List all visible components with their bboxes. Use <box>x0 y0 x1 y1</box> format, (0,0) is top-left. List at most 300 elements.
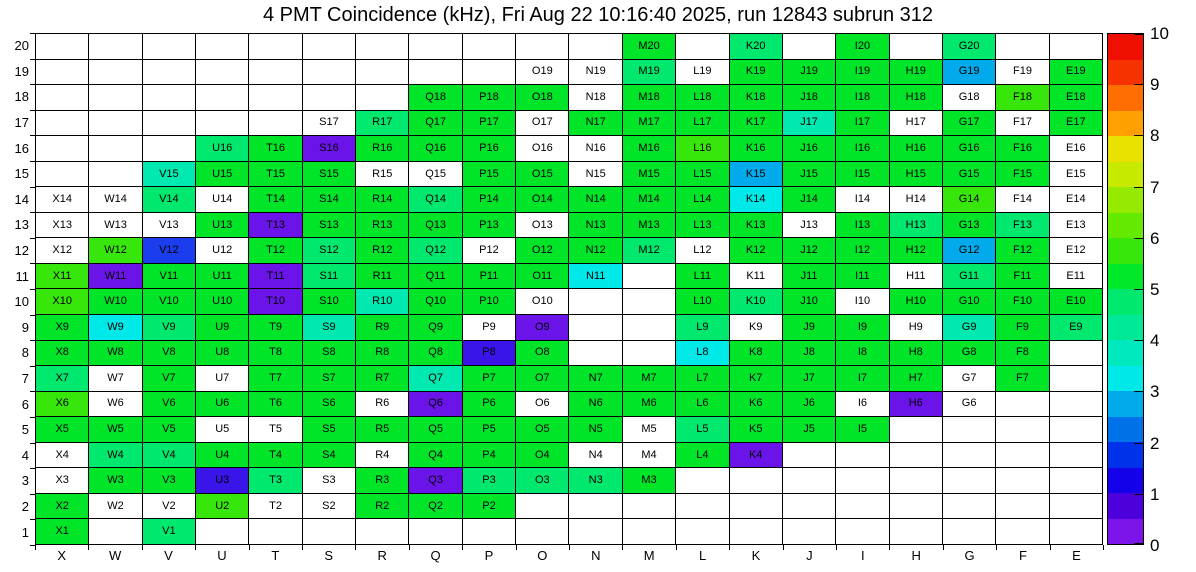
heatmap-cell <box>89 213 141 238</box>
heatmap-cell <box>89 34 141 59</box>
cell-label: N3 <box>588 474 603 487</box>
heatmap-cell <box>569 468 621 493</box>
colorbar-band <box>1108 111 1143 137</box>
cell-label: M12 <box>638 244 660 257</box>
heatmap-cell <box>463 264 515 289</box>
cell-label: J10 <box>800 295 818 308</box>
cell-label: F8 <box>1016 346 1029 359</box>
heatmap-cell <box>143 264 195 289</box>
cell-label: J14 <box>800 193 818 206</box>
cell-label: L13 <box>693 218 712 231</box>
heatmap-cell <box>463 238 515 263</box>
cell-label: L5 <box>696 423 709 436</box>
cell-label: V13 <box>159 218 179 231</box>
heatmap-cell <box>1050 187 1102 212</box>
cell-label: E10 <box>1066 295 1086 308</box>
y-axis-label: 18 <box>14 89 29 105</box>
heatmap-cell <box>890 136 942 161</box>
x-axis-tick <box>889 545 890 550</box>
heatmap-cell <box>463 85 515 110</box>
y-axis-label: 13 <box>14 217 29 233</box>
cell-label: M13 <box>638 218 660 231</box>
cell-label: R12 <box>372 244 393 257</box>
x-axis-tick <box>355 545 356 550</box>
heatmap-cell <box>356 213 408 238</box>
cell-label: F16 <box>1012 141 1032 154</box>
cell-label: R14 <box>372 193 393 206</box>
heatmap-cell <box>943 366 995 391</box>
heatmap-cell <box>943 136 995 161</box>
cell-label: S15 <box>319 167 339 180</box>
heatmap-cell <box>890 392 942 417</box>
x-axis <box>35 548 1103 568</box>
y-axis-label: 1 <box>21 524 29 540</box>
y-axis-label: 9 <box>21 319 29 335</box>
y-axis-tick <box>30 417 35 418</box>
heatmap-cell <box>516 111 568 136</box>
heatmap-cell <box>303 34 355 59</box>
heatmap-cell <box>996 60 1048 85</box>
cell-label: G19 <box>958 65 980 78</box>
heatmap-cell <box>249 315 301 340</box>
heatmap-cell <box>36 187 88 212</box>
y-axis-label: 8 <box>21 345 29 361</box>
cell-label: L16 <box>693 141 712 154</box>
x-axis-label: S <box>324 548 334 563</box>
heatmap-cell <box>516 519 568 544</box>
heatmap-cell <box>36 341 88 366</box>
heatmap-cell <box>783 264 835 289</box>
heatmap-cell <box>623 315 675 340</box>
cell-label: X9 <box>55 320 69 333</box>
colorbar-band <box>1108 519 1143 545</box>
heatmap-cell <box>623 187 675 212</box>
colorbar-band <box>1108 213 1143 239</box>
colorbar-band <box>1108 238 1143 264</box>
y-axis <box>6 33 32 545</box>
y-axis-label: 4 <box>21 447 29 463</box>
heatmap-cell <box>356 238 408 263</box>
y-axis-label: 10 <box>14 294 29 310</box>
cell-label: U4 <box>215 448 230 461</box>
heatmap-cell <box>36 136 88 161</box>
heatmap-cell <box>783 60 835 85</box>
colorbar-tick <box>1134 34 1144 35</box>
heatmap-cell <box>303 136 355 161</box>
heatmap-cell <box>516 264 568 289</box>
heatmap-cell <box>143 417 195 442</box>
heatmap-cell <box>676 468 728 493</box>
cell-label: W5 <box>107 423 124 436</box>
heatmap-cell <box>890 85 942 110</box>
heatmap-cell <box>943 60 995 85</box>
heatmap-cell <box>89 417 141 442</box>
heatmap-cell <box>569 315 621 340</box>
heatmap-cell <box>303 443 355 468</box>
cell-label: F9 <box>1016 320 1029 333</box>
heatmap-cell <box>1050 85 1102 110</box>
heatmap-cell <box>676 264 728 289</box>
heatmap-cell <box>730 238 782 263</box>
heatmap-cell <box>996 366 1048 391</box>
heatmap-cell <box>89 136 141 161</box>
y-axis-label: 16 <box>14 140 29 156</box>
cell-label: N12 <box>585 244 606 257</box>
cell-label: L12 <box>693 244 712 257</box>
heatmap-cell <box>623 238 675 263</box>
cell-label: P3 <box>482 474 496 487</box>
cell-label: M18 <box>638 90 660 103</box>
heatmap-cell <box>143 60 195 85</box>
heatmap-cell <box>89 85 141 110</box>
cell-label: R3 <box>375 474 390 487</box>
heatmap-cell <box>89 366 141 391</box>
heatmap-cell <box>143 85 195 110</box>
cell-label: G10 <box>958 295 980 308</box>
heatmap-cell <box>783 111 835 136</box>
cell-label: Q10 <box>425 295 447 308</box>
cell-label: E13 <box>1066 218 1086 231</box>
cell-label: I11 <box>855 269 870 282</box>
cell-label: N7 <box>588 371 603 384</box>
x-axis-label: W <box>108 548 122 563</box>
cell-label: P14 <box>479 193 499 206</box>
cell-label: H8 <box>908 346 923 359</box>
colorbar-band <box>1108 85 1143 111</box>
cell-label: O14 <box>531 193 553 206</box>
colorbar-tick-label: 0 <box>1150 536 1160 555</box>
cell-label: F14 <box>1012 193 1032 206</box>
heatmap-cell <box>196 162 248 187</box>
heatmap-cell <box>143 341 195 366</box>
heatmap-cell <box>623 213 675 238</box>
x-axis-tick <box>302 545 303 550</box>
x-axis-tick <box>195 545 196 550</box>
heatmap-cell <box>996 162 1048 187</box>
heatmap-cell <box>890 289 942 314</box>
cell-label: H16 <box>905 141 926 154</box>
cell-label: V9 <box>162 320 176 333</box>
cell-label: W11 <box>104 269 127 282</box>
cell-label: F12 <box>1012 244 1032 257</box>
heatmap-cell <box>249 264 301 289</box>
heatmap-cell <box>516 341 568 366</box>
y-axis-tick <box>30 545 35 546</box>
cell-label: V10 <box>159 295 179 308</box>
cell-label: R11 <box>372 269 392 282</box>
y-axis-label: 7 <box>21 371 29 387</box>
colorbar-tick-label: 1 <box>1150 484 1160 504</box>
cell-label: R15 <box>372 167 393 180</box>
heatmap-cell <box>730 366 782 391</box>
heatmap-cell <box>356 85 408 110</box>
heatmap-cell <box>249 238 301 263</box>
cell-label: H11 <box>906 269 926 282</box>
heatmap-cell <box>676 417 728 442</box>
heatmap-cell <box>1050 111 1102 136</box>
heatmap-cell <box>943 85 995 110</box>
cell-label: L14 <box>693 193 712 206</box>
heatmap-cell <box>996 213 1048 238</box>
heatmap-cell <box>356 417 408 442</box>
cell-label: X2 <box>55 499 69 512</box>
cell-label: I19 <box>854 65 871 78</box>
cell-label: G18 <box>958 90 980 103</box>
heatmap-cell <box>836 136 888 161</box>
y-axis-label: 19 <box>14 63 29 79</box>
heatmap-cell <box>356 443 408 468</box>
heatmap-cell <box>143 289 195 314</box>
heatmap-cell <box>409 341 461 366</box>
heatmap-cell <box>303 162 355 187</box>
cell-label: U15 <box>212 167 233 180</box>
cell-label: Q3 <box>428 474 443 487</box>
heatmap-cell <box>783 366 835 391</box>
x-axis-tick <box>1050 545 1051 550</box>
heatmap-cell <box>623 443 675 468</box>
cell-label: S11 <box>319 269 339 282</box>
heatmap-cell <box>836 289 888 314</box>
heatmap-cell <box>676 136 728 161</box>
heatmap-cell <box>943 392 995 417</box>
cell-label: N17 <box>585 116 606 129</box>
heatmap-cell <box>249 162 301 187</box>
cell-label: M16 <box>638 141 660 154</box>
colorbar-tick-label: 7 <box>1150 177 1160 197</box>
heatmap-cell <box>996 289 1048 314</box>
y-axis-tick <box>30 289 35 290</box>
x-axis-label: T <box>271 548 280 563</box>
cell-label: S6 <box>322 397 336 410</box>
cell-label: I10 <box>854 295 871 308</box>
y-axis-tick <box>30 263 35 264</box>
heatmap-cell <box>89 238 141 263</box>
cell-label: N19 <box>585 65 606 78</box>
heatmap-cell <box>676 162 728 187</box>
cell-label: K6 <box>748 397 763 410</box>
cell-label: R8 <box>375 346 390 359</box>
cell-label: K11 <box>746 269 766 282</box>
cell-label: S4 <box>322 448 336 461</box>
heatmap-cell <box>356 60 408 85</box>
heatmap-cell <box>623 468 675 493</box>
heatmap-cell <box>36 238 88 263</box>
cell-label: W6 <box>107 397 124 410</box>
cell-label: K19 <box>745 65 766 78</box>
colorbar-tick-label: 8 <box>1150 126 1160 146</box>
heatmap-cell <box>196 315 248 340</box>
cell-label: O13 <box>531 218 553 231</box>
cell-label: E17 <box>1066 116 1086 129</box>
heatmap-cell <box>409 315 461 340</box>
heatmap-cell <box>996 417 1048 442</box>
cell-label: S12 <box>319 244 339 257</box>
heatmap-cell <box>1050 366 1102 391</box>
cell-label: Q5 <box>428 423 443 436</box>
heatmap-cell <box>356 289 408 314</box>
heatmap-cell <box>676 289 728 314</box>
heatmap-cell <box>623 264 675 289</box>
cell-label: M14 <box>638 193 660 206</box>
heatmap-cell <box>783 34 835 59</box>
heatmap-cell <box>409 392 461 417</box>
cell-label: U12 <box>212 244 233 257</box>
heatmap-cell <box>996 519 1048 544</box>
heatmap-cell <box>89 443 141 468</box>
heatmap-cell <box>730 443 782 468</box>
heatmap-cell <box>890 341 942 366</box>
x-axis-label: F <box>1019 548 1027 563</box>
cell-label: N16 <box>585 141 606 154</box>
x-axis-tick <box>569 545 570 550</box>
x-axis-tick <box>249 545 250 550</box>
heatmap-cell <box>996 494 1048 519</box>
heatmap-cell <box>409 60 461 85</box>
y-axis-tick <box>30 494 35 495</box>
cell-label: U16 <box>212 141 233 154</box>
y-axis-tick <box>30 187 35 188</box>
colorbar-band <box>1108 315 1143 341</box>
heatmap-cell <box>730 417 782 442</box>
y-axis-tick <box>30 84 35 85</box>
cell-label: T3 <box>269 474 282 487</box>
heatmap-cell <box>36 34 88 59</box>
cell-label: U3 <box>215 474 230 487</box>
cell-label: E16 <box>1066 141 1086 154</box>
cell-label: T12 <box>266 244 286 257</box>
y-axis-label: 15 <box>14 166 29 182</box>
heatmap-cell <box>196 34 248 59</box>
heatmap-cell <box>356 136 408 161</box>
heatmap-cell <box>836 187 888 212</box>
colorbar-tick <box>1134 135 1144 136</box>
cell-label: J11 <box>800 269 818 282</box>
x-axis-label: V <box>164 548 173 563</box>
heatmap-cell <box>463 34 515 59</box>
cell-label: V14 <box>159 193 179 206</box>
colorbar-tick <box>1134 340 1144 341</box>
heatmap-cell <box>36 264 88 289</box>
heatmap-cell <box>143 315 195 340</box>
cell-label: O3 <box>534 474 550 487</box>
cell-label: T4 <box>269 448 282 461</box>
cell-label: I15 <box>854 167 871 180</box>
heatmap-cell <box>730 136 782 161</box>
cell-label: X3 <box>55 474 69 487</box>
cell-label: K13 <box>745 218 766 231</box>
heatmap-cell <box>89 60 141 85</box>
x-axis-label: H <box>911 548 921 563</box>
heatmap-cell <box>1050 519 1102 544</box>
cell-label: X13 <box>52 218 72 231</box>
colorbar-tick-label: 5 <box>1150 280 1160 299</box>
cell-label: G16 <box>958 141 980 154</box>
cell-label: S8 <box>322 346 336 359</box>
heatmap-cell <box>623 366 675 391</box>
cell-label: O4 <box>534 448 550 461</box>
cell-label: L10 <box>693 295 712 308</box>
cell-label: W3 <box>107 474 124 487</box>
cell-label: H13 <box>905 218 926 231</box>
cell-label: P7 <box>482 371 496 384</box>
heatmap-cell <box>890 34 942 59</box>
heatmap-cell <box>676 392 728 417</box>
heatmap-cell <box>249 417 301 442</box>
cell-label: M15 <box>638 167 660 180</box>
heatmap-cell <box>516 162 568 187</box>
cell-label: Q16 <box>425 141 447 154</box>
colorbar-band <box>1108 34 1143 60</box>
cell-label: P18 <box>479 90 499 103</box>
x-axis-tick <box>676 545 677 550</box>
cell-label: N15 <box>585 167 606 180</box>
x-axis-tick <box>35 545 36 550</box>
heatmap-cell <box>676 213 728 238</box>
cell-label: Q14 <box>425 193 447 206</box>
colorbar-tick-label: 6 <box>1150 228 1160 248</box>
heatmap-cell <box>409 417 461 442</box>
heatmap-cell <box>196 136 248 161</box>
heatmap-cell <box>36 519 88 544</box>
heatmap-cell <box>36 111 88 136</box>
y-axis-label: 11 <box>15 268 29 284</box>
heatmap-cell <box>836 111 888 136</box>
cell-label: R7 <box>375 371 390 384</box>
heatmap-cell <box>303 238 355 263</box>
heatmap-cell <box>303 392 355 417</box>
heatmap-cell <box>196 417 248 442</box>
heatmap-cell <box>463 187 515 212</box>
heatmap-grid <box>36 34 1102 544</box>
cell-label: V7 <box>162 371 176 384</box>
heatmap-cell <box>676 443 728 468</box>
heatmap-cell <box>730 187 782 212</box>
heatmap-cell <box>463 136 515 161</box>
heatmap-cell <box>836 264 888 289</box>
cell-label: I12 <box>854 244 871 257</box>
y-axis-tick <box>30 135 35 136</box>
cell-label: N18 <box>585 90 606 103</box>
cell-label: T9 <box>269 320 282 333</box>
y-axis-tick <box>30 468 35 469</box>
heatmap-cell <box>730 60 782 85</box>
cell-label: X11 <box>52 269 72 282</box>
heatmap-cell <box>943 34 995 59</box>
cell-label: I6 <box>857 397 867 410</box>
heatmap-cell <box>730 34 782 59</box>
cell-label: E19 <box>1066 65 1086 78</box>
heatmap-cell <box>356 519 408 544</box>
cell-label: F7 <box>1016 371 1029 384</box>
cell-label: Q2 <box>428 499 443 512</box>
heatmap-cell <box>516 213 568 238</box>
cell-label: H7 <box>908 371 923 384</box>
plot-frame <box>35 33 1103 545</box>
cell-label: J16 <box>800 141 818 154</box>
cell-label: J5 <box>803 423 815 436</box>
x-axis-tick <box>88 545 89 550</box>
heatmap-cell <box>569 264 621 289</box>
cell-label: K12 <box>745 244 766 257</box>
cell-label: U10 <box>212 295 233 308</box>
heatmap-cell <box>143 136 195 161</box>
heatmap-cell <box>783 519 835 544</box>
heatmap-cell <box>676 187 728 212</box>
heatmap-cell <box>303 315 355 340</box>
cell-label: N14 <box>585 193 606 206</box>
heatmap-cell <box>890 468 942 493</box>
heatmap-cell <box>356 315 408 340</box>
